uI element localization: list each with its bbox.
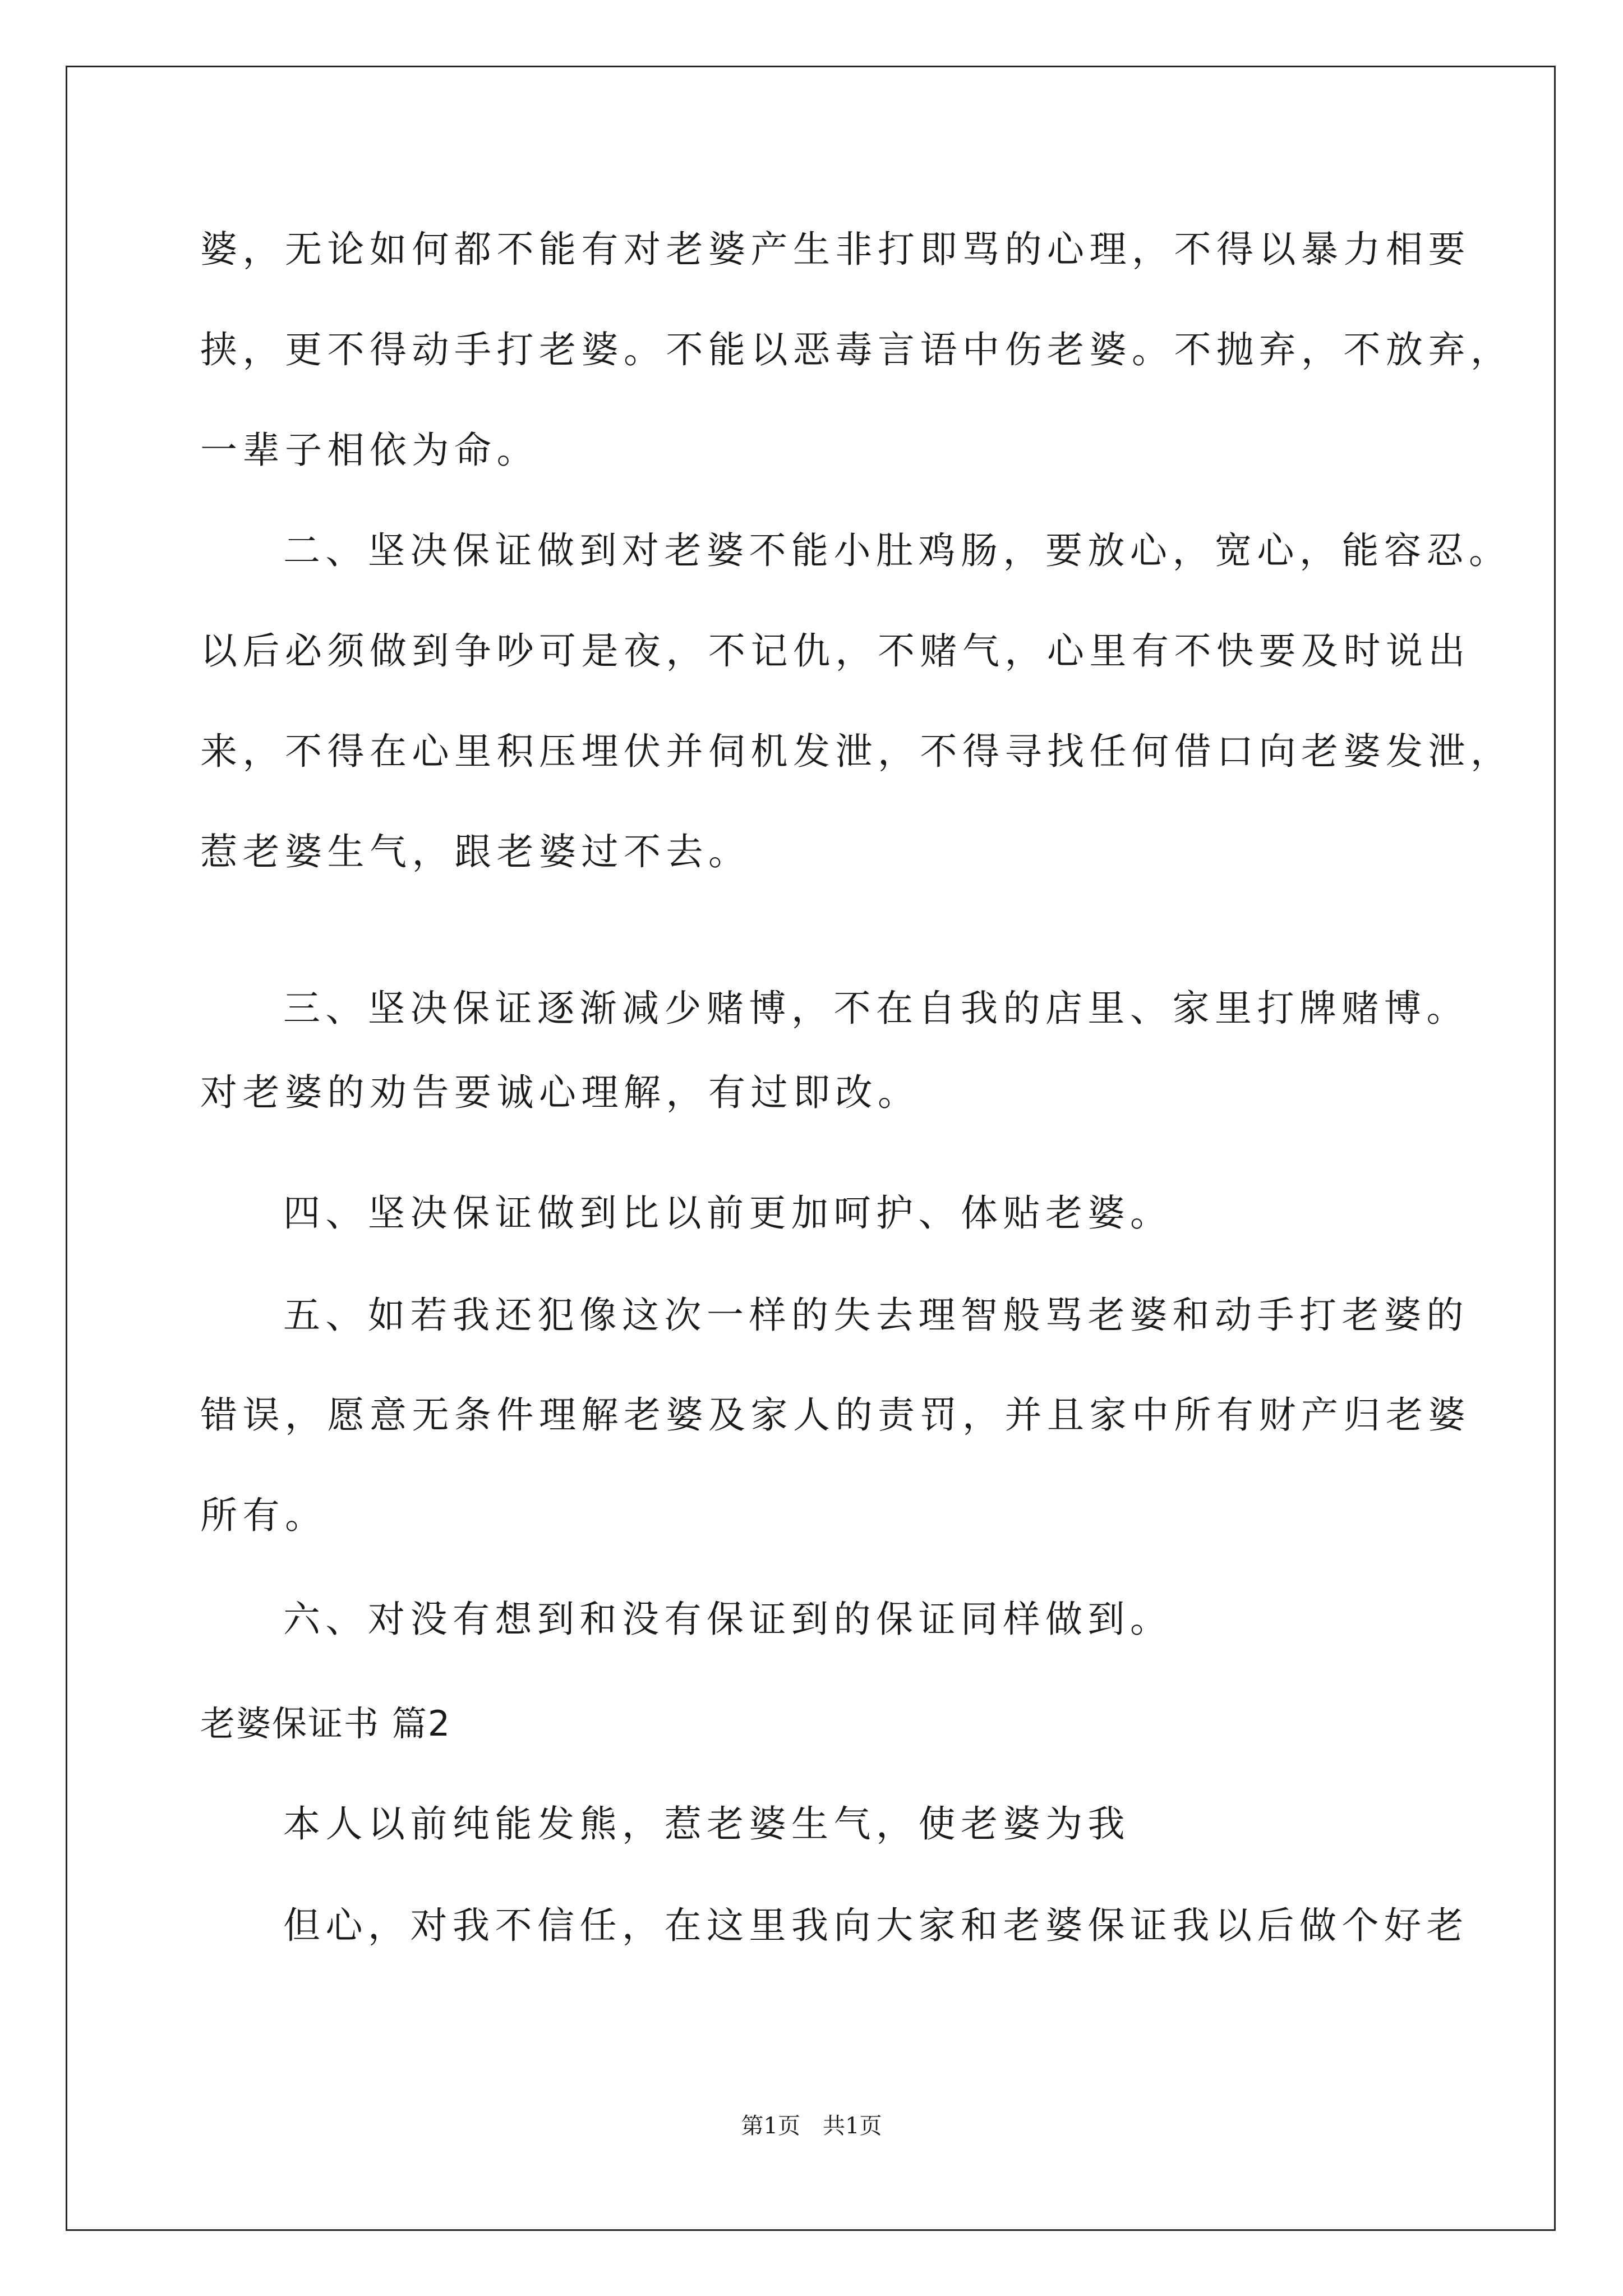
section-heading: 老婆保证书 篇2: [200, 1703, 451, 1744]
body-line-16: 但心，对我不信任，在这里我向大家和老婆保证我以后做个好老: [283, 1904, 1469, 1947]
body-line-10: 四、坚决保证做到比以前更加呵护、体贴老婆。: [283, 1191, 1173, 1235]
body-line-14: 六、对没有想到和没有保证到的保证同样做到。: [283, 1598, 1173, 1641]
body-line-8: 三、坚决保证逐渐减少赌博，不在自我的店里、家里打牌赌博。: [283, 987, 1469, 1030]
page-footer: 第1页 共1页: [741, 2113, 882, 2139]
body-line-13: 所有。: [200, 1494, 328, 1537]
body-line-9: 对老婆的劝告要诚心理解，有过即改。: [200, 1071, 920, 1114]
body-line-6: 来，不得在心里积压埋伏并伺机发泄，不得寻找任何借口向老婆发泄，: [200, 730, 1513, 773]
body-line-5: 以后必须做到争吵可是夜，不记仇，不赌气，心里有不快要及时说出: [200, 629, 1470, 673]
body-line-2: 挟，更不得动手打老婆。不能以恶毒言语中伤老婆。不抛弃，不放弃，: [200, 328, 1513, 371]
body-line-11: 五、如若我还犯像这次一样的失去理智般骂老婆和动手打老婆的: [283, 1294, 1469, 1337]
body-line-7: 惹老婆生气，跟老婆过不去。: [200, 830, 751, 873]
body-line-1: 婆，无论如何都不能有对老婆产生非打即骂的心理，不得以暴力相要: [200, 228, 1470, 271]
body-line-12: 错误，愿意无条件理解老婆及家人的责罚，并且家中所有财产归老婆: [200, 1393, 1470, 1437]
body-line-4: 二、坚决保证做到对老婆不能小肚鸡肠，要放心，宽心，能容忍。: [283, 529, 1511, 572]
body-line-3: 一辈子相依为命。: [200, 429, 539, 472]
body-line-15: 本人以前纯能发熊，惹老婆生气，使老婆为我: [283, 1802, 1130, 1846]
